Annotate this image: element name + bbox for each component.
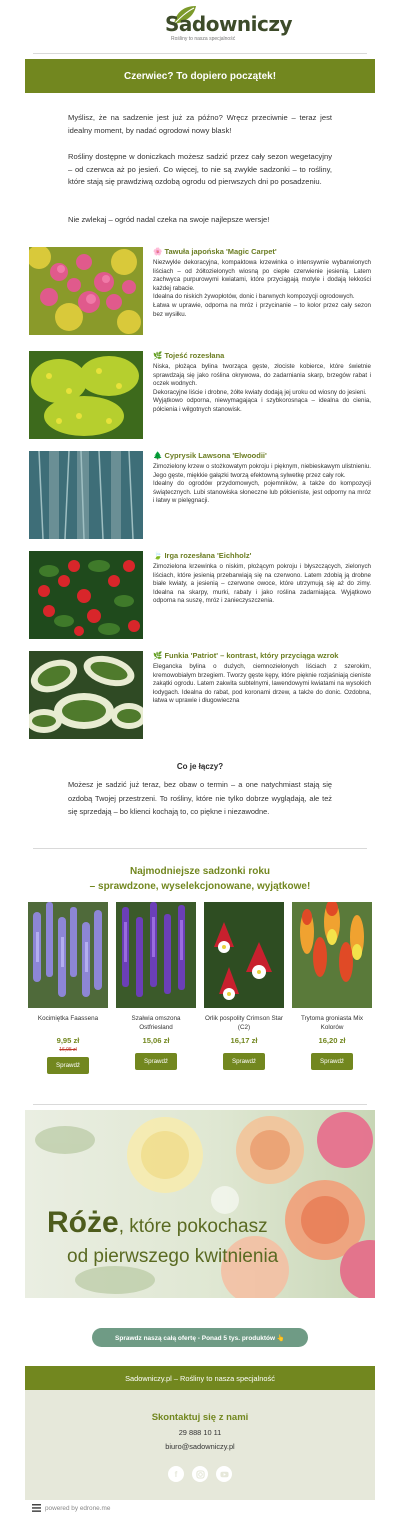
connect-title: Co je łączy? [176, 762, 224, 771]
youtube-icon[interactable] [216, 1466, 232, 1482]
product-description: Elegancka bylina o dużych, ciemnozielonych liściach z szerokim, kremowobiałym brzegiem. Tworzy gęste kępy, które pięknie rozjaśniają cieniste zakątki ogrodu. Latem zakwita subtelnymi, lawendowymi kwiatami na wysokich łodygach. Idealna do rabat, pod koronami drzew, a także do donic. Ozdobna, łatwa w uprawie i długowieczna [153, 663, 371, 705]
reco-name: Szałwia omszona Ostfriesland [131, 1015, 181, 1031]
reco-title: Najmodniejsze sadzonki roku – sprawdzone, wyselekcjonowane, wyjątkowe! [89, 866, 311, 892]
check-button[interactable]: Sprawdź [223, 1053, 265, 1070]
product-cotoneaster [29, 551, 371, 641]
reco-card [28, 902, 108, 1074]
check-button[interactable]: Sprawdź [47, 1057, 89, 1074]
check-button[interactable]: Sprawdź [135, 1053, 177, 1070]
reco-price: 15,06 zł [142, 1036, 170, 1045]
reco-price: 16,17 zł [230, 1036, 258, 1045]
product-description: Niska, płożąca bylina tworząca gęste, złociste kobierce, które świetnie sprawdzają się jako roślina okrywowa, do zadarniania skarp, brzegów rabat i oczek wodnych. Dekoracyjne liście i drobne, żółte kwiaty dodają jej uroku od wiosny do jesieni. Wyjątkowo odporna, niewymagająca i szybkorosnąca – idealna do cienia, półcienia i wilgotnych stanowisk. [153, 363, 371, 413]
hero-headline: Róże, które pokochasz [47, 1206, 268, 1239]
reco-name: Kocimiętka Faassena [37, 1015, 99, 1022]
product-lysimachia [29, 351, 371, 441]
full-offer-button[interactable]: Sprawdz naszą całą ofertę - Ponad 5 tys. produktów 👆 [92, 1328, 308, 1347]
product-title: 🌸 Tawuła japońska 'Magic Carpet' [153, 247, 277, 256]
reco-name: Orlik pospolity Crimson Star (C2) [204, 1015, 284, 1031]
product-spiraea [29, 247, 371, 337]
product-image[interactable] [29, 651, 143, 739]
menu-icon [32, 1504, 41, 1512]
hero-subline: od pierwszego kwitnienia [67, 1246, 279, 1267]
powered-by[interactable]: powered by edrone.me [32, 1504, 110, 1512]
product-description: Niezwykle dekoracyjna, kompaktowa krzewinka o intensywnie wybarwionych liściach – od żółtozielonych wiosną po ciepłe czerwienie jesienią. Latem zachwyca purpurowymi kwiatami, które przyciągają motyle i dodają lekkości każdej rabacie. Idealna do niskich żywopłotów, donic i barwnych kompozycji ogrodowych. Łatwa w uprawie, odporna na mróz i przycinanie – to kolor przez cały sezon bez wysiłku. [153, 259, 371, 318]
reco-image[interactable] [116, 902, 196, 1008]
reco-price: 16,20 zł [318, 1036, 346, 1045]
divider [33, 848, 367, 849]
social-links [25, 1466, 375, 1482]
brand-logo[interactable]: Sadowniczy [165, 12, 293, 36]
product-title: 🍃 Irga rozesłana 'Eichholz' [153, 551, 252, 560]
reco-old-price: 16,95 zł [59, 1047, 77, 1053]
product-description: Zimozielona krzewinka o niskim, płożącym pokroju i błyszczących, zielonych liściach, które jesienią przebarwiają się na czerwono. Latem zdobią ją drobne białe kwiaty, a jesienią – czerwone owoce, które utrzymują się aż do zimy. Idealna na skarpy, murki, rabaty i jako roślina zadarniająca. Wyjątkowo odporna na suszę, mróz i zanieczyszczenia. [153, 563, 371, 605]
product-title: 🌿 Tojeść rozesłana [153, 351, 225, 360]
product-image[interactable] [29, 351, 143, 439]
contact-title: Skontaktuj się z nami [151, 1412, 249, 1423]
brand-tagline: Rośliny to nasza specjalność [171, 36, 236, 42]
reco-name: Trytoma groniasta Mix Kolorów [300, 1015, 364, 1031]
header [0, 0, 400, 50]
reco-card [204, 902, 284, 1070]
product-description: Zimozielony krzew o stożkowatym pokroju i pięknym, niebieskawym ulistnieniu. Jego gęste, miękkie gałązki tworzą efektowną sylwetkę przez cały rok. Idealny do ogrodów przydomowych, pojemników, a także do kompozycji świątecznych. Lubi stanowiska słoneczne lub półcieniste, jest odporny na mróz i łatwy w pielęgnacji. [153, 463, 371, 505]
divider [33, 53, 367, 54]
product-image[interactable] [29, 247, 143, 335]
connect-text: Możesz je sadzić już teraz, bez obaw o termin – a one natychmiast stają się ozdobą Twojej przestrzeni. To rośliny, które nie tylko dobrze wyglądają, ale też się sprzedają – bo klienci kochają to, co piękne i niezawodne. [68, 780, 332, 816]
instagram-icon[interactable] [192, 1466, 208, 1482]
reco-card [292, 902, 372, 1070]
product-title: 🌲 Cyprysik Lawsona 'Elwoodii' [153, 451, 267, 460]
intro-paragraph-1: Myślisz, że na sadzenie jest już za późno? Wręcz przeciwnie – teraz jest idealny moment, by nadać ogrodowi nowy blask! [68, 113, 332, 135]
product-image[interactable] [29, 551, 143, 639]
product-chamaecyparis [29, 451, 371, 541]
reco-image[interactable] [292, 902, 372, 1008]
contact-section [25, 1390, 375, 1500]
reco-card [116, 902, 196, 1070]
intro-paragraph-3: Nie zwlekaj – ogród nadal czeka na swoje najlepsze wersje! [68, 215, 270, 224]
facebook-icon[interactable]: f [168, 1466, 184, 1482]
reco-image[interactable] [28, 902, 108, 1008]
reco-price: 9,95 zł [56, 1036, 80, 1045]
contact-email[interactable]: biuro@sadowniczy.pl [165, 1442, 235, 1451]
product-image[interactable] [29, 451, 143, 539]
check-button[interactable]: Sprawdź [311, 1053, 353, 1070]
roses-hero-banner[interactable] [25, 1110, 375, 1298]
divider [33, 1104, 367, 1105]
contact-phone[interactable]: 29 888 10 11 [178, 1428, 222, 1437]
product-hosta [29, 651, 371, 741]
footer-bar: Sadowniczy.pl – Rośliny to nasza specjalność [25, 1366, 375, 1390]
headline-banner: Czerwiec? To dopiero początek! [25, 59, 375, 93]
intro-paragraph-2: Rośliny dostępne w doniczkach możesz sadzić przez cały sezon wegetacyjny – od czerwca aż po jesień. Co więcej, to nie są zwykłe sadzonki – to rośliny, które stają się prawdziwą ozdobą ogrodu od pierwszych dni po posadzeniu. [68, 152, 332, 186]
reco-image[interactable] [204, 902, 284, 1008]
product-title: 🌿 Funkia 'Patriot' – kontrast, który przyciąga wzrok [153, 651, 339, 660]
